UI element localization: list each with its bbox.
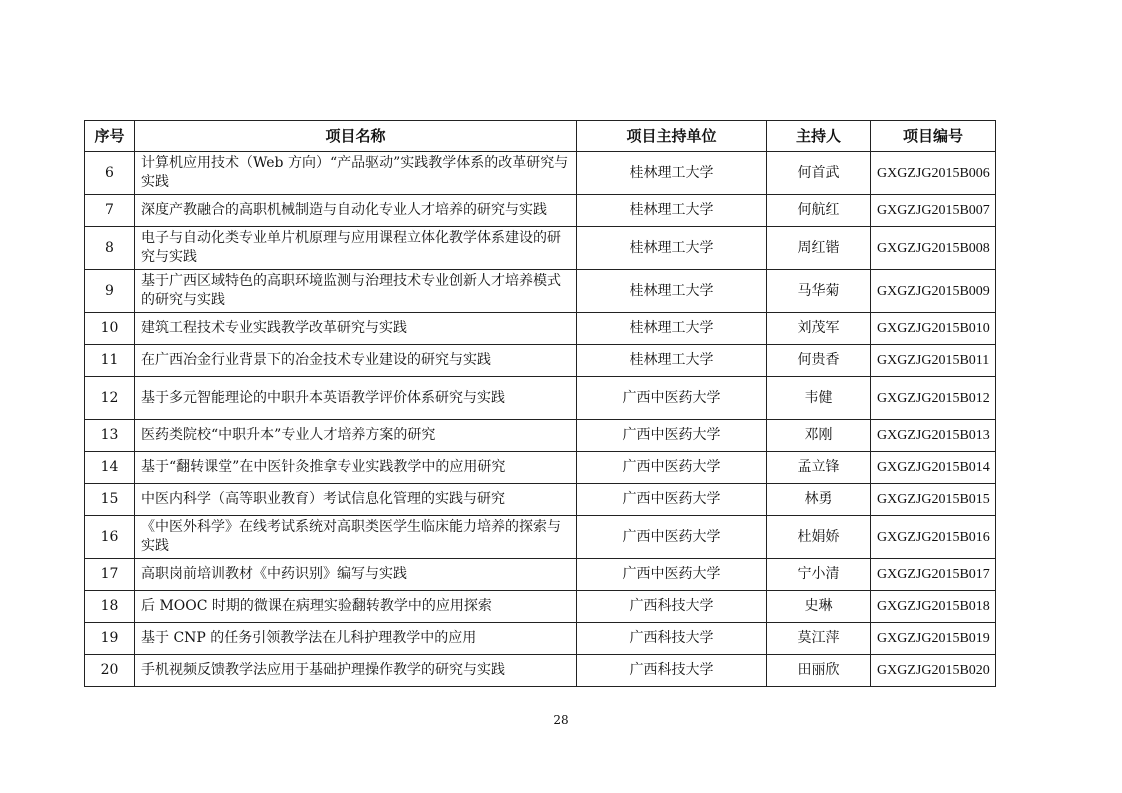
header-project-name: 项目名称 [135, 121, 577, 152]
host-person-cell: 韦健 [767, 377, 871, 420]
host-person-cell: 何航红 [767, 195, 871, 227]
project-name-cell: 在广西冶金行业背景下的冶金技术专业建设的研究与实践 [135, 345, 577, 377]
project-name-cell: 电子与自动化类专业单片机原理与应用课程立体化教学体系建设的研究与实践 [135, 227, 577, 270]
project-name-cell: 医药类院校“中职升本”专业人才培养方案的研究 [135, 420, 577, 452]
project-code-cell: GXGZJG2015B007 [871, 195, 996, 227]
host-unit-cell: 桂林理工大学 [577, 152, 767, 195]
table-row [85, 377, 996, 420]
project-code-cell: GXGZJG2015B011 [871, 345, 996, 377]
project-code-cell: GXGZJG2015B020 [871, 655, 996, 687]
table-row [85, 452, 996, 484]
table-header-row [85, 121, 996, 152]
host-person-cell: 史琳 [767, 591, 871, 623]
host-person-cell: 刘茂军 [767, 313, 871, 345]
serial-number-cell: 13 [85, 420, 135, 452]
serial-number-cell: 15 [85, 484, 135, 516]
host-unit-cell: 广西科技大学 [577, 623, 767, 655]
header-host-unit: 项目主持单位 [577, 121, 767, 152]
serial-number-cell: 12 [85, 377, 135, 420]
project-code-cell: GXGZJG2015B012 [871, 377, 996, 420]
host-unit-cell: 桂林理工大学 [577, 270, 767, 313]
host-unit-cell: 广西中医药大学 [577, 516, 767, 559]
project-code-cell: GXGZJG2015B016 [871, 516, 996, 559]
header-serial-number: 序号 [85, 121, 135, 152]
page-number: 28 [553, 713, 569, 727]
serial-number-cell: 9 [85, 270, 135, 313]
host-unit-cell: 广西科技大学 [577, 655, 767, 687]
project-name-cell: 高职岗前培训教材《中药识别》编写与实践 [135, 559, 577, 591]
host-unit-cell: 桂林理工大学 [577, 313, 767, 345]
table-row [85, 516, 996, 559]
table-row [85, 195, 996, 227]
project-name-cell: 基于 CNP 的任务引领教学法在儿科护理教学中的应用 [135, 623, 577, 655]
serial-number-cell: 10 [85, 313, 135, 345]
serial-number-cell: 14 [85, 452, 135, 484]
header-host-person: 主持人 [767, 121, 871, 152]
project-code-cell: GXGZJG2015B013 [871, 420, 996, 452]
project-name-cell: 基于“翻转课堂”在中医针灸推拿专业实践教学中的应用研究 [135, 452, 577, 484]
serial-number-cell: 18 [85, 591, 135, 623]
table-row [85, 623, 996, 655]
project-name-cell: 《中医外科学》在线考试系统对高职类医学生临床能力培养的探索与实践 [135, 516, 577, 559]
table-row [85, 345, 996, 377]
serial-number-cell: 11 [85, 345, 135, 377]
project-name-cell: 基于广西区域特色的高职环境监测与治理技术专业创新人才培养模式的研究与实践 [135, 270, 577, 313]
host-person-cell: 马华菊 [767, 270, 871, 313]
host-unit-cell: 桂林理工大学 [577, 195, 767, 227]
host-person-cell: 杜娟娇 [767, 516, 871, 559]
serial-number-cell: 20 [85, 655, 135, 687]
project-code-cell: GXGZJG2015B010 [871, 313, 996, 345]
table-row [85, 313, 996, 345]
host-unit-cell: 广西中医药大学 [577, 420, 767, 452]
project-name-cell: 基于多元智能理论的中职升本英语教学评价体系研究与实践 [135, 377, 577, 420]
table-row [85, 559, 996, 591]
host-unit-cell: 广西科技大学 [577, 591, 767, 623]
host-person-cell: 孟立锋 [767, 452, 871, 484]
serial-number-cell: 17 [85, 559, 135, 591]
project-table [84, 120, 996, 687]
host-unit-cell: 桂林理工大学 [577, 345, 767, 377]
project-code-cell: GXGZJG2015B019 [871, 623, 996, 655]
table-row [85, 152, 996, 195]
project-name-cell: 中医内科学（高等职业教育）考试信息化管理的实践与研究 [135, 484, 577, 516]
host-person-cell: 莫江萍 [767, 623, 871, 655]
serial-number-cell: 19 [85, 623, 135, 655]
host-person-cell: 何首武 [767, 152, 871, 195]
host-person-cell: 周红锴 [767, 227, 871, 270]
host-unit-cell: 桂林理工大学 [577, 227, 767, 270]
project-name-cell: 建筑工程技术专业实践教学改革研究与实践 [135, 313, 577, 345]
host-unit-cell: 广西中医药大学 [577, 559, 767, 591]
project-code-cell: GXGZJG2015B008 [871, 227, 996, 270]
project-code-cell: GXGZJG2015B017 [871, 559, 996, 591]
host-person-cell: 何贵香 [767, 345, 871, 377]
host-unit-cell: 广西中医药大学 [577, 484, 767, 516]
project-code-cell: GXGZJG2015B006 [871, 152, 996, 195]
table-row [85, 484, 996, 516]
project-code-cell: GXGZJG2015B018 [871, 591, 996, 623]
serial-number-cell: 7 [85, 195, 135, 227]
project-name-cell: 后 MOOC 时期的微课在病理实验翻转教学中的应用探索 [135, 591, 577, 623]
header-project-code: 项目编号 [871, 121, 996, 152]
project-code-cell: GXGZJG2015B014 [871, 452, 996, 484]
host-person-cell: 田丽欣 [767, 655, 871, 687]
serial-number-cell: 16 [85, 516, 135, 559]
project-code-cell: GXGZJG2015B015 [871, 484, 996, 516]
host-person-cell: 林勇 [767, 484, 871, 516]
table-row [85, 591, 996, 623]
serial-number-cell: 6 [85, 152, 135, 195]
project-name-cell: 计算机应用技术（Web 方向）“产品驱动”实践教学体系的改革研究与实践 [135, 152, 577, 195]
table-row [85, 270, 996, 313]
serial-number-cell: 8 [85, 227, 135, 270]
host-unit-cell: 广西中医药大学 [577, 377, 767, 420]
table-row [85, 655, 996, 687]
host-person-cell: 邓刚 [767, 420, 871, 452]
host-unit-cell: 广西中医药大学 [577, 452, 767, 484]
project-code-cell: GXGZJG2015B009 [871, 270, 996, 313]
table-row [85, 420, 996, 452]
project-name-cell: 手机视频反馈教学法应用于基础护理操作教学的研究与实践 [135, 655, 577, 687]
host-person-cell: 宁小清 [767, 559, 871, 591]
project-name-cell: 深度产教融合的高职机械制造与自动化专业人才培养的研究与实践 [135, 195, 577, 227]
table-row [85, 227, 996, 270]
